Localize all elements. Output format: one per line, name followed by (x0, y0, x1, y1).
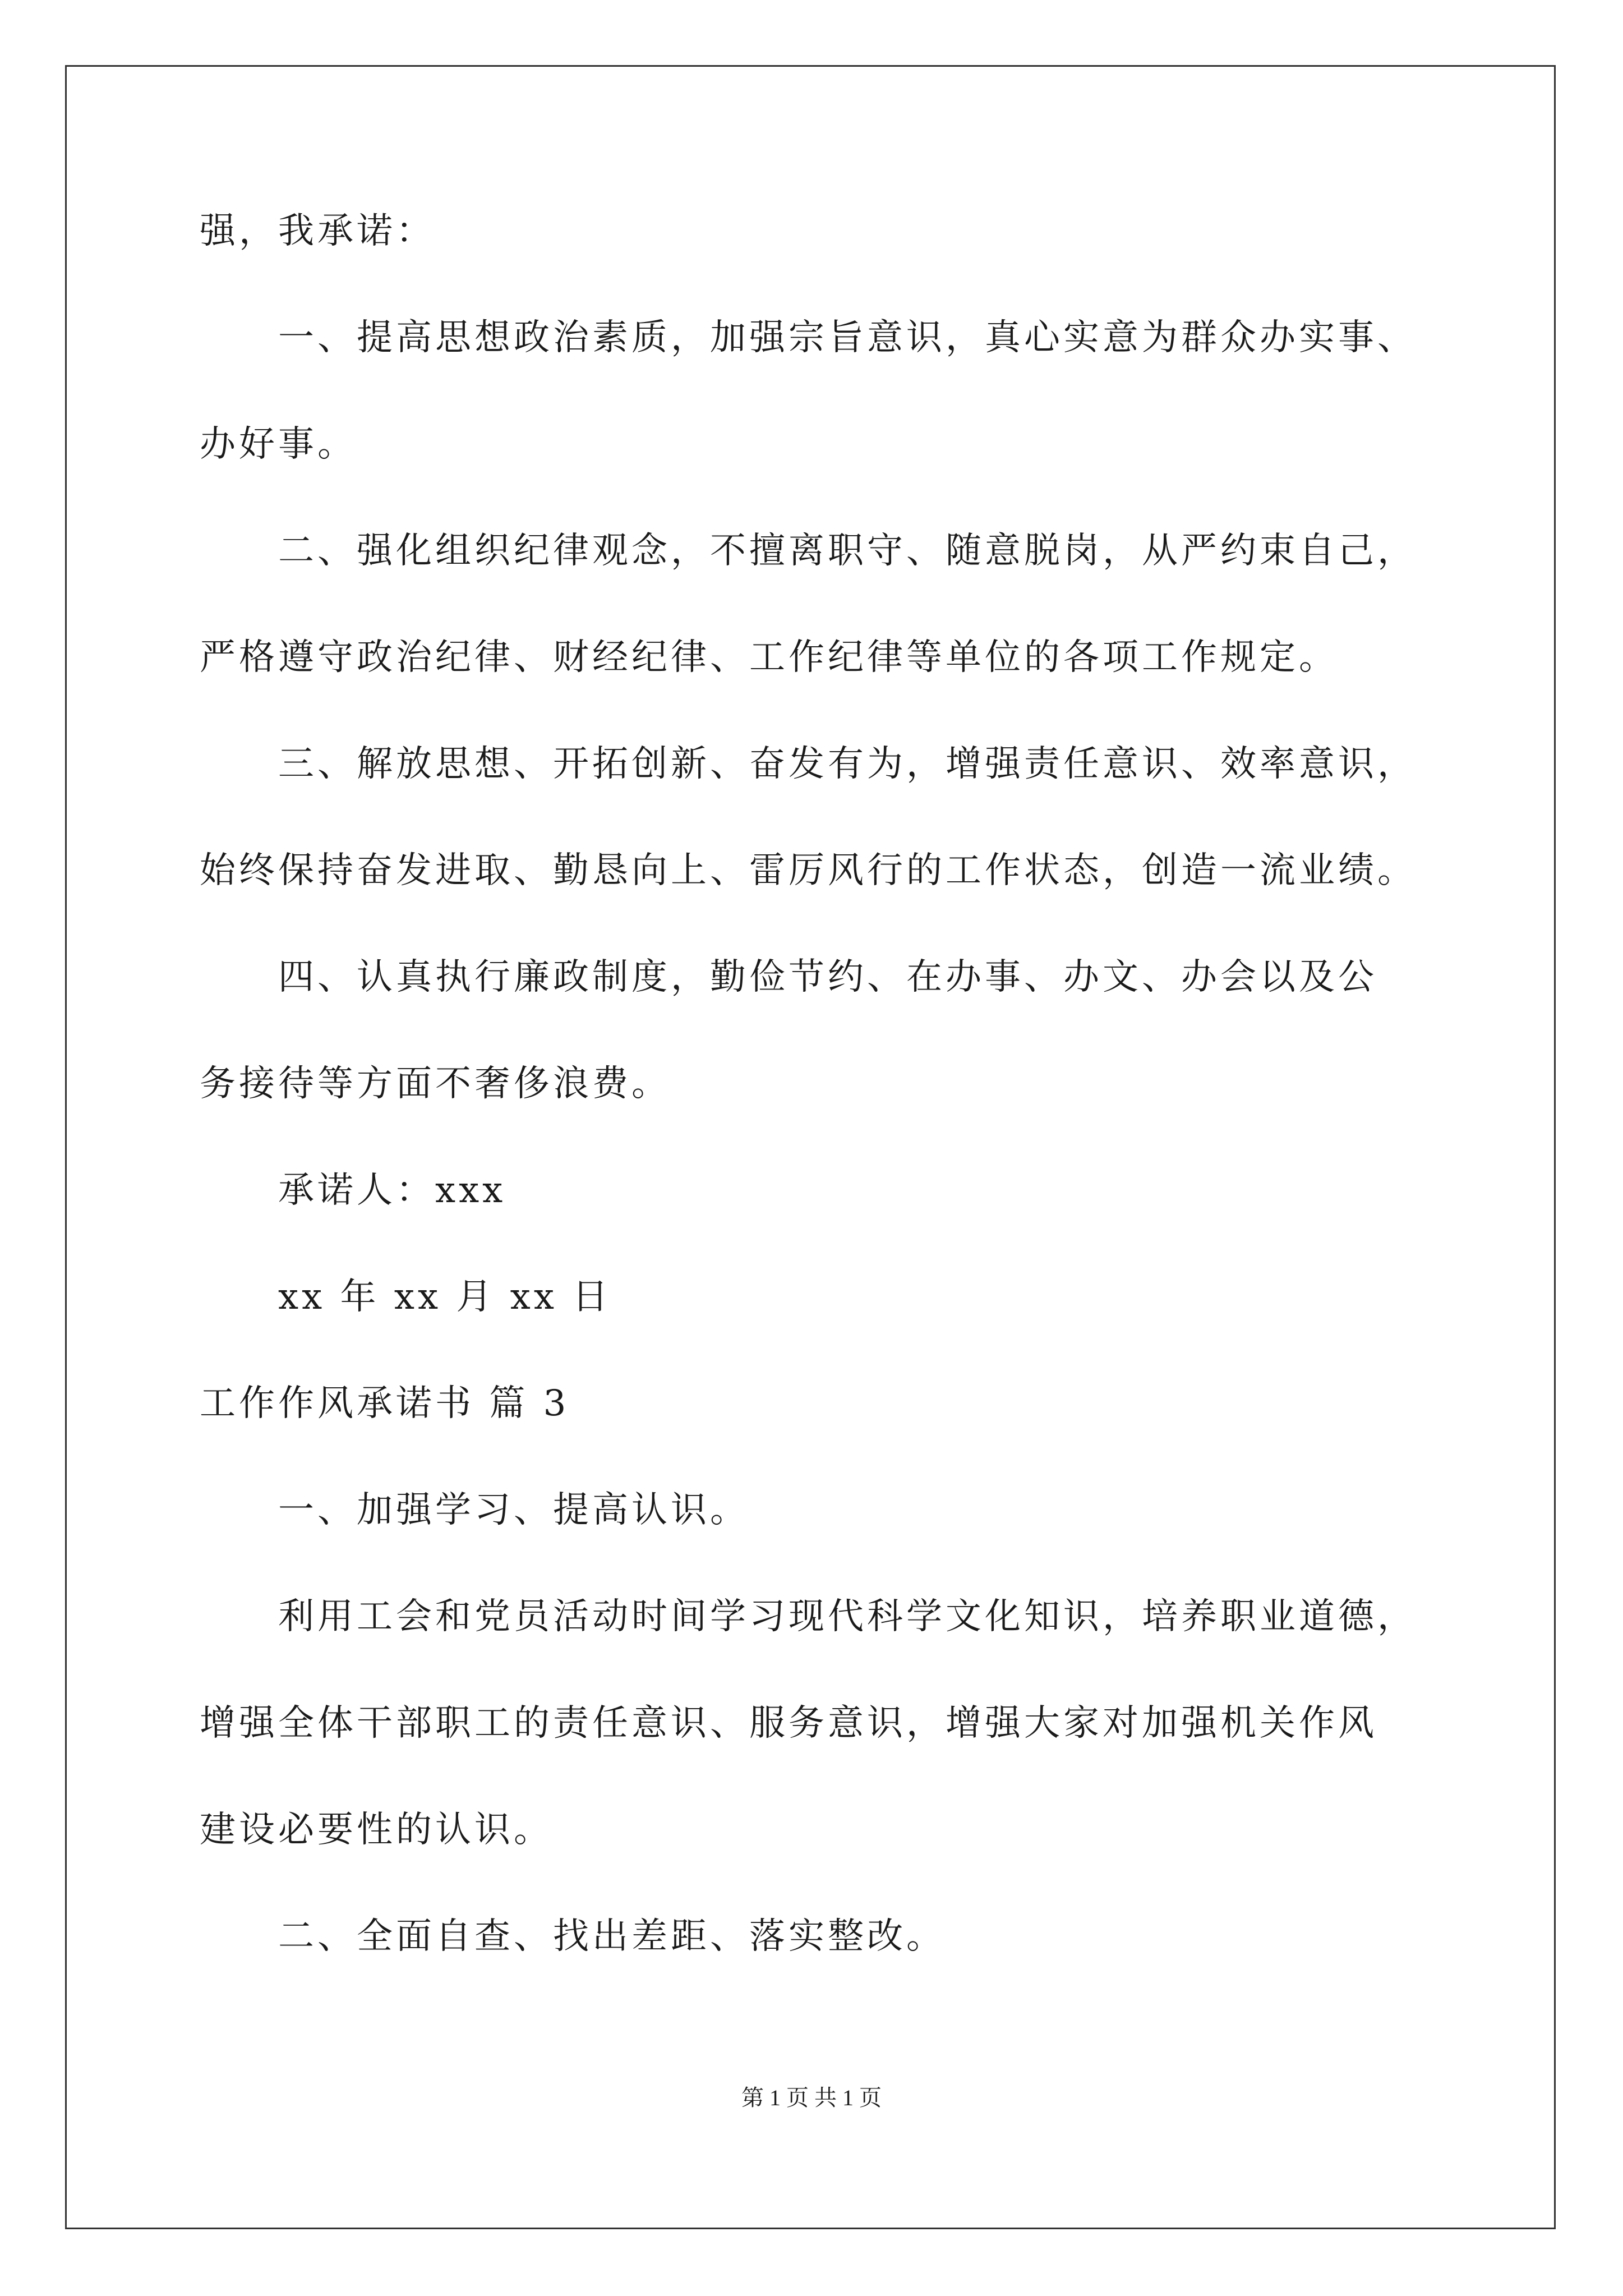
paragraph-line: 建设必要性的认识。 (200, 1809, 553, 1851)
paragraph-line: 四、认真执行廉政制度，勤俭节约、在办事、办文、办会以及公 (278, 956, 1377, 998)
page-border (65, 65, 1556, 2229)
date-line: xx 年 xx 月 xx 日 (278, 1276, 612, 1318)
paragraph-line: 强，我承诺： (200, 210, 435, 252)
paragraph-line: 三、解放思想、开拓创新、奋发有为，增强责任意识、效率意识， (278, 743, 1417, 785)
paragraph-line: 二、全面自查、找出差距、落实整改。 (278, 1916, 946, 1957)
paragraph-line: 一、加强学习、提高认识。 (278, 1489, 749, 1531)
paragraph-line: 增强全体干部职工的责任意识、服务意识，增强大家对加强机关作风 (200, 1703, 1377, 1744)
paragraph-line: 始终保持奋发进取、勤恳向上、雷厉风行的工作状态，创造一流业绩。 (200, 850, 1417, 891)
paragraph-line: 务接待等方面不奢侈浪费。 (200, 1063, 671, 1105)
paragraph-line: 办好事。 (200, 424, 357, 465)
paragraph-line: 严格遵守政治纪律、财经纪律、工作纪律等单位的各项工作规定。 (200, 637, 1338, 678)
paragraph-line: 二、强化组织纪律观念，不擅离职守、随意脱岗，从严约束自己， (278, 530, 1417, 572)
page-number-footer: 第 1 页 共 1 页 (741, 2085, 882, 2110)
signature-line: 承诺人：xxx (278, 1170, 506, 1211)
paragraph-line: 一、提高思想政治素质，加强宗旨意识，真心实意为群众办实事、 (278, 317, 1417, 358)
section-heading: 工作作风承诺书 篇 3 (200, 1383, 570, 1424)
paragraph-line: 利用工会和党员活动时间学习现代科学文化知识，培养职业道德， (278, 1596, 1417, 1637)
